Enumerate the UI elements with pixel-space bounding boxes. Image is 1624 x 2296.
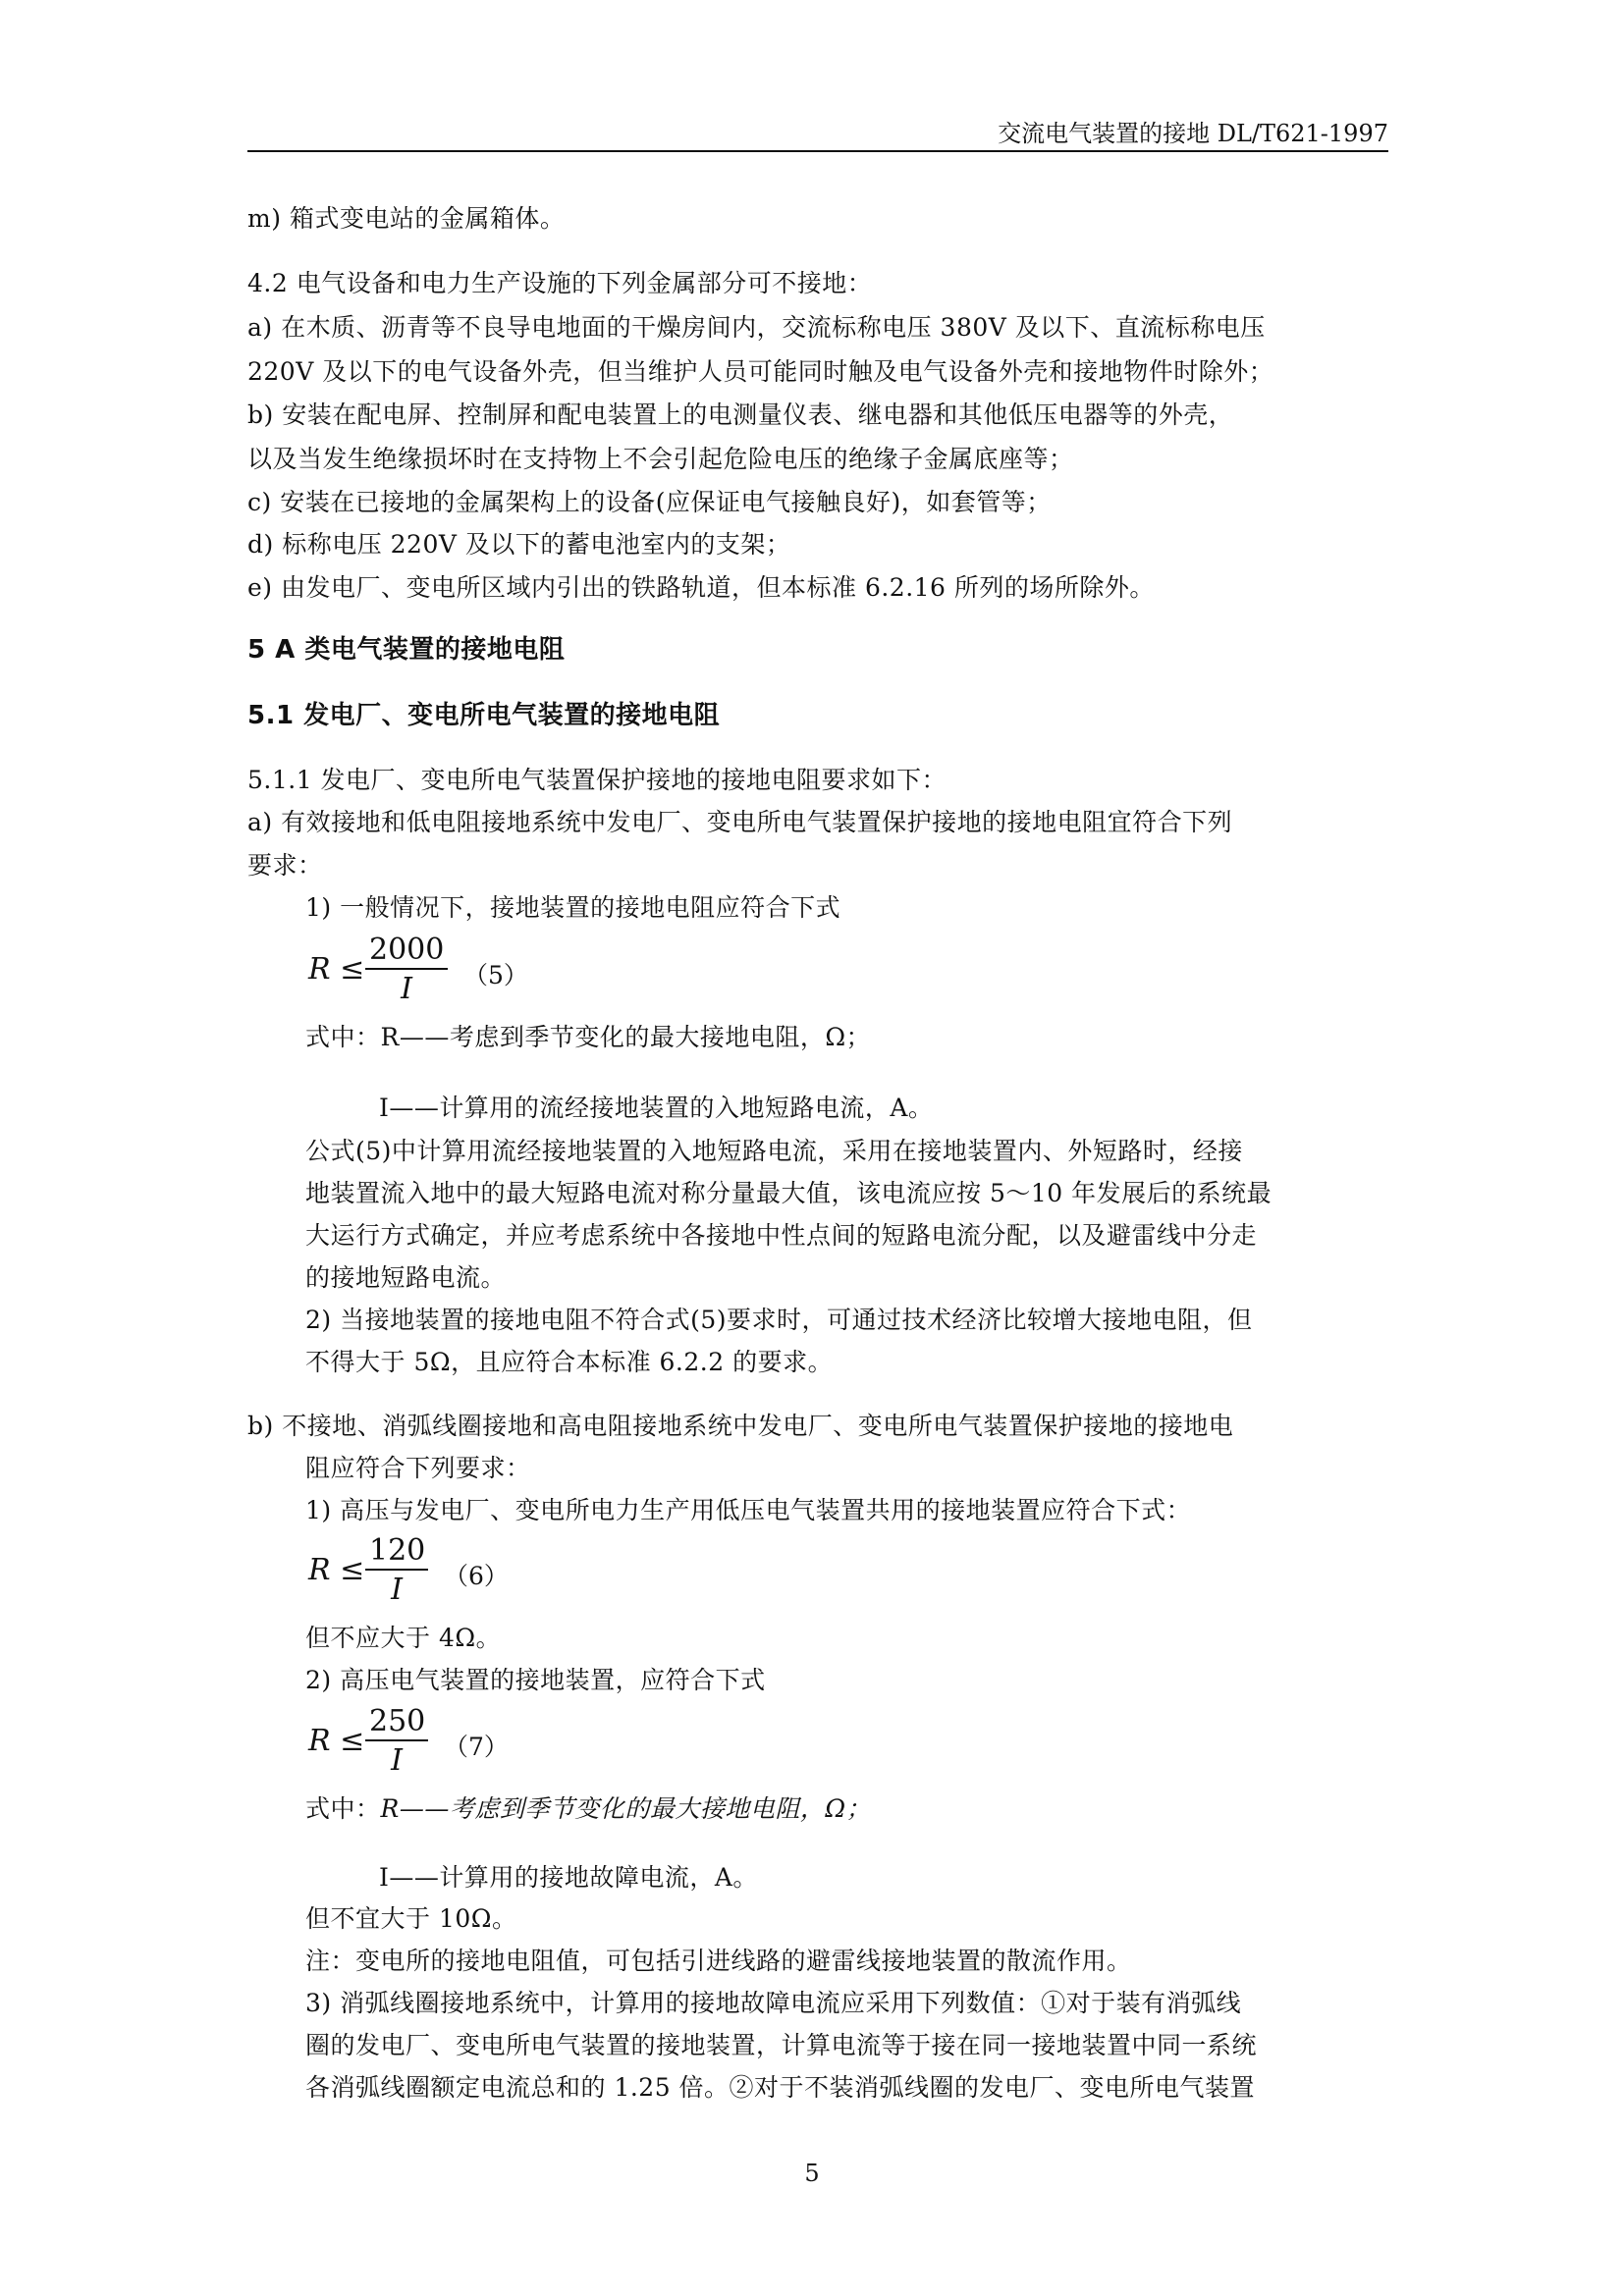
running-header: 交流电气装置的接地 DL/T621-1997 — [998, 120, 1388, 147]
formula-tag: （7） — [444, 1733, 509, 1761]
subitem-b3-line3: 各消弧线圈额定电流总和的 1.25 倍。②对于不装消弧线圈的发电厂、变电所电气装置 — [305, 2073, 1256, 2102]
section-5-heading: 5 A 类电气装置的接地电阻 — [247, 635, 566, 665]
section-5-1-heading: 5.1 发电厂、变电所电气装置的接地电阻 — [247, 701, 721, 730]
note-formula5-line1: 公式(5)中计算用流经接地装置的入地短路电流，采用在接地装置内、外短路时，经接 — [305, 1137, 1243, 1165]
formula-numerator: 120 — [365, 1533, 428, 1571]
formula-fraction — [365, 933, 448, 1009]
formula-numerator: 2000 — [365, 933, 448, 970]
formula-tag: （5） — [463, 961, 528, 989]
note-formula5-line4: 的接地短路电流。 — [305, 1263, 507, 1292]
item-5b-line1: b) 不接地、消弧线圈接地和高电阻接地系统中发电厂、变电所电气装置保护接地的接地电 — [247, 1412, 1234, 1440]
subitem-b1: 1) 高压与发电厂、变电所电力生产用低压电气装置共用的接地装置应符合下式： — [305, 1496, 1192, 1524]
formula-lhs: R ≤ — [308, 952, 365, 987]
note-formula5-line2: 地装置流入地中的最大短路电流对称分量最大值，该电流应按 5～10 年发展后的系统最 — [305, 1179, 1272, 1207]
subitem-b3-line2: 圈的发电厂、变电所电气装置的接地装置，计算电流等于接在同一接地装置中同一系统 — [305, 2031, 1258, 2059]
item-m: m) 箱式变电站的金属箱体。 — [247, 204, 566, 233]
formula-denominator: I — [391, 1743, 403, 1778]
item-c: c) 安装在已接地的金属架构上的设备(应保证电气接触良好)，如套管等； — [247, 488, 1052, 516]
where-R-b — [305, 1791, 1464, 1827]
note-substation: 注：变电所的接地电阻值，可包括引进线路的避雷线接地装置的散流作用。 — [305, 1947, 1132, 1975]
limit-4-ohm: 但不应大于 4Ω。 — [305, 1624, 502, 1652]
page-number: 5 — [804, 2160, 820, 2187]
formula-fraction — [365, 1533, 428, 1610]
formula-denominator: I — [391, 1573, 403, 1607]
where-I-a: I——计算用的流经接地装置的入地短路电流，A。 — [379, 1094, 934, 1122]
item-b-line2: 以及当发生绝缘损坏时在支持物上不会引起危险电压的绝缘子金属底座等； — [247, 445, 1074, 473]
item-5a-line2: 要求： — [247, 851, 323, 880]
clause-5-1-1: 5.1.1 发电厂、变电所电气装置保护接地的接地电阻要求如下： — [247, 766, 947, 794]
item-a-line2: 220V 及以下的电气设备外壳，但当维护人员可能同时触及电气设备外壳和接地物件时除外； — [247, 357, 1274, 386]
subitem-a2-line1: 2) 当接地装置的接地电阻不符合式(5)要求时，可通过技术经济比较增大接地电阻，但 — [305, 1306, 1253, 1334]
where-label: 式中： — [305, 1794, 381, 1823]
note-formula5-line3: 大运行方式确定，并应考虑系统中各接地中性点间的短路电流分配，以及避雷线中分走 — [305, 1221, 1258, 1250]
item-5b-line2: 阻应符合下列要求： — [305, 1454, 531, 1482]
item-e: e) 由发电厂、变电所区域内引出的铁路轨道，但本标准 6.2.16 所列的场所除外。 — [247, 573, 1155, 602]
formula-tag: （6） — [444, 1562, 509, 1590]
item-d: d) 标称电压 220V 及以下的蓄电池室内的支架； — [247, 530, 791, 559]
formula-lhs: R ≤ — [308, 1724, 365, 1758]
subitem-a2-line2: 不得大于 5Ω，且应符合本标准 6.2.2 的要求。 — [305, 1348, 834, 1376]
formula-fraction — [365, 1704, 428, 1781]
limit-10-ohm: 但不宜大于 10Ω。 — [305, 1904, 517, 1933]
where-I-b: I——计算用的接地故障电流，A。 — [379, 1863, 758, 1892]
item-b-line1: b) 安装在配电屏、控制屏和配电装置上的电测量仪表、继电器和其他低压电器等的外壳， — [247, 400, 1234, 429]
subitem-a1: 1) 一般情况下，接地装置的接地电阻应符合下式 — [305, 893, 841, 922]
where-R-a: 式中：R——考虑到季节变化的最大接地电阻，Ω； — [305, 1023, 872, 1051]
subitem-b3-line1: 3) 消弧线圈接地系统中，计算用的接地故障电流应采用下列数值：①对于装有消弧线 — [305, 1989, 1242, 2017]
formula-denominator: I — [401, 972, 412, 1006]
item-5a-line1: a) 有效接地和低电阻接地系统中发电厂、变电所电气装置保护接地的接地电阻宜符合下列 — [247, 808, 1233, 836]
formula-lhs: R ≤ — [308, 1553, 365, 1587]
where-R-text: R——考虑到季节变化的最大接地电阻，Ω； — [380, 1794, 872, 1823]
header-rule — [247, 150, 1388, 152]
subitem-b2: 2) 高压电气装置的接地装置，应符合下式 — [305, 1666, 766, 1694]
item-a-line1: a) 在木质、沥青等不良导电地面的干燥房间内，交流标称电压 380V 及以下、直流标称电压 — [247, 313, 1266, 342]
clause-4-2: 4.2 电气设备和电力生产设施的下列金属部分可不接地： — [247, 269, 873, 297]
formula-numerator: 250 — [365, 1704, 428, 1741]
